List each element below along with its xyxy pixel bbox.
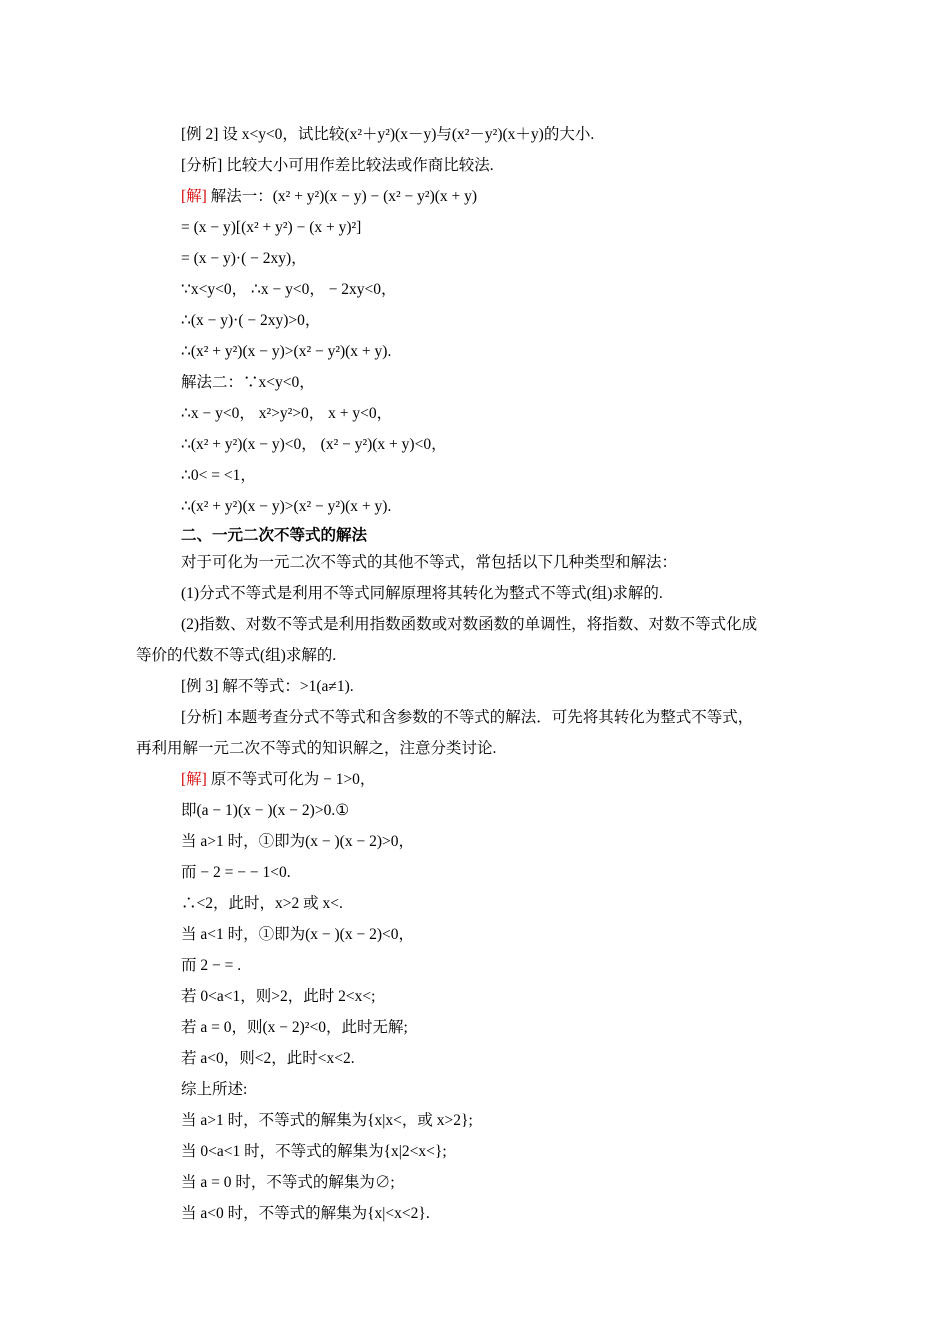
analysis-line	[181, 708, 753, 728]
math-line: ∴<2，此时，x>2 或 x<.	[181, 895, 343, 912]
example-text: 设 x<y<0，试比较(x²＋y²)(x－y)与(x²－y²)(x＋y)的大小.	[218, 126, 595, 143]
math-line: ∴0< = <1，	[181, 467, 256, 484]
math-line: = (x − y)·( − 2xy)，	[181, 250, 307, 267]
solution-label: [解]	[181, 771, 207, 788]
analysis-text: 比较大小可用作差比较法或作商比较法.	[222, 157, 494, 174]
math-line: 当 a = 0 时，不等式的解集为∅;	[181, 1174, 395, 1191]
solution-line	[181, 187, 477, 207]
analysis-label: [分析]	[181, 157, 223, 174]
math-line: 综上所述:	[181, 1081, 248, 1098]
analysis-label: [分析]	[181, 709, 223, 726]
solution-label: [解]	[181, 188, 207, 205]
solution-text: 解法一：(x² + y²)(x − y) − (x² − y²)(x + y)	[206, 188, 478, 205]
example-3-line	[181, 677, 354, 697]
math-line: 当 a>1 时，①即为(x − )(x − 2)>0，	[181, 833, 414, 850]
math-line: 当 a<1 时，①即为(x − )(x − 2)<0，	[181, 926, 414, 943]
analysis-line	[181, 156, 494, 176]
math-line: 当 a<0 时，不等式的解集为{x|<x<2}.	[181, 1205, 430, 1222]
math-line: ∴x − y<0， x²>y²>0， x + y<0，	[181, 405, 393, 422]
math-line: 当 a>1 时，不等式的解集为{x|x<，或 x>2};	[181, 1112, 473, 1129]
math-line: ∴(x − y)·( − 2xy)>0，	[181, 312, 321, 329]
math-line: 若 a = 0，则(x − 2)²<0，此时无解;	[181, 1019, 408, 1036]
math-line: 解法二：∵x<y<0，	[181, 374, 315, 391]
math-line: ∵x<y<0， ∴x − y<0， − 2xy<0，	[181, 281, 397, 298]
math-line: 当 0<a<1 时，不等式的解集为{x|2<x<};	[181, 1143, 447, 1160]
paragraph-line: 对于可化为一元二次不等式的其他不等式，常包括以下几种类型和解法：	[181, 554, 678, 571]
math-line: ∴(x² + y²)(x − y)>(x² − y²)(x + y).	[181, 343, 392, 360]
paragraph-line: 再利用解一元二次不等式的知识解之，注意分类讨论.	[136, 740, 497, 757]
math-line: ∴(x² + y²)(x − y)<0， (x² − y²)(x + y)<0，	[181, 436, 447, 453]
section-heading: 二、一元二次不等式的解法	[181, 526, 368, 544]
paragraph-line: 等价的代数不等式(组)求解的.	[136, 647, 337, 664]
math-line: 而 − 2 = − − 1<0.	[181, 864, 291, 881]
example-2-line	[181, 125, 594, 145]
math-line: 若 a<0，则<2，此时<x<2.	[181, 1050, 355, 1067]
example-label: [例 2]	[181, 126, 219, 143]
paragraph-line: (2)指数、对数不等式是利用指数函数或对数函数的单调性，将指数、对数不等式化成	[181, 616, 758, 633]
math-line: 而 2 − = .	[181, 957, 242, 974]
math-line: 若 0<a<1，则>2，此时 2<x<;	[181, 988, 376, 1005]
example-text: 解不等式：>1(a≠1).	[218, 678, 354, 695]
math-line: ∴(x² + y²)(x − y)>(x² − y²)(x + y).	[181, 498, 392, 515]
analysis-text: 本题考查分式不等式和含参数的不等式的解法．可先将其转化为整式不等式，	[222, 709, 754, 726]
paragraph-line: (1)分式不等式是利用不等式同解原理将其转化为整式不等式(组)求解的.	[181, 585, 663, 602]
solution-text: 原不等式可化为 − 1>0，	[206, 771, 376, 788]
math-line: 即(a − 1)(x − )(x − 2)>0.①	[181, 802, 350, 819]
example-label: [例 3]	[181, 678, 219, 695]
math-line: = (x − y)[(x² + y²) − (x + y)²]	[181, 219, 362, 236]
solution-line	[181, 770, 375, 790]
